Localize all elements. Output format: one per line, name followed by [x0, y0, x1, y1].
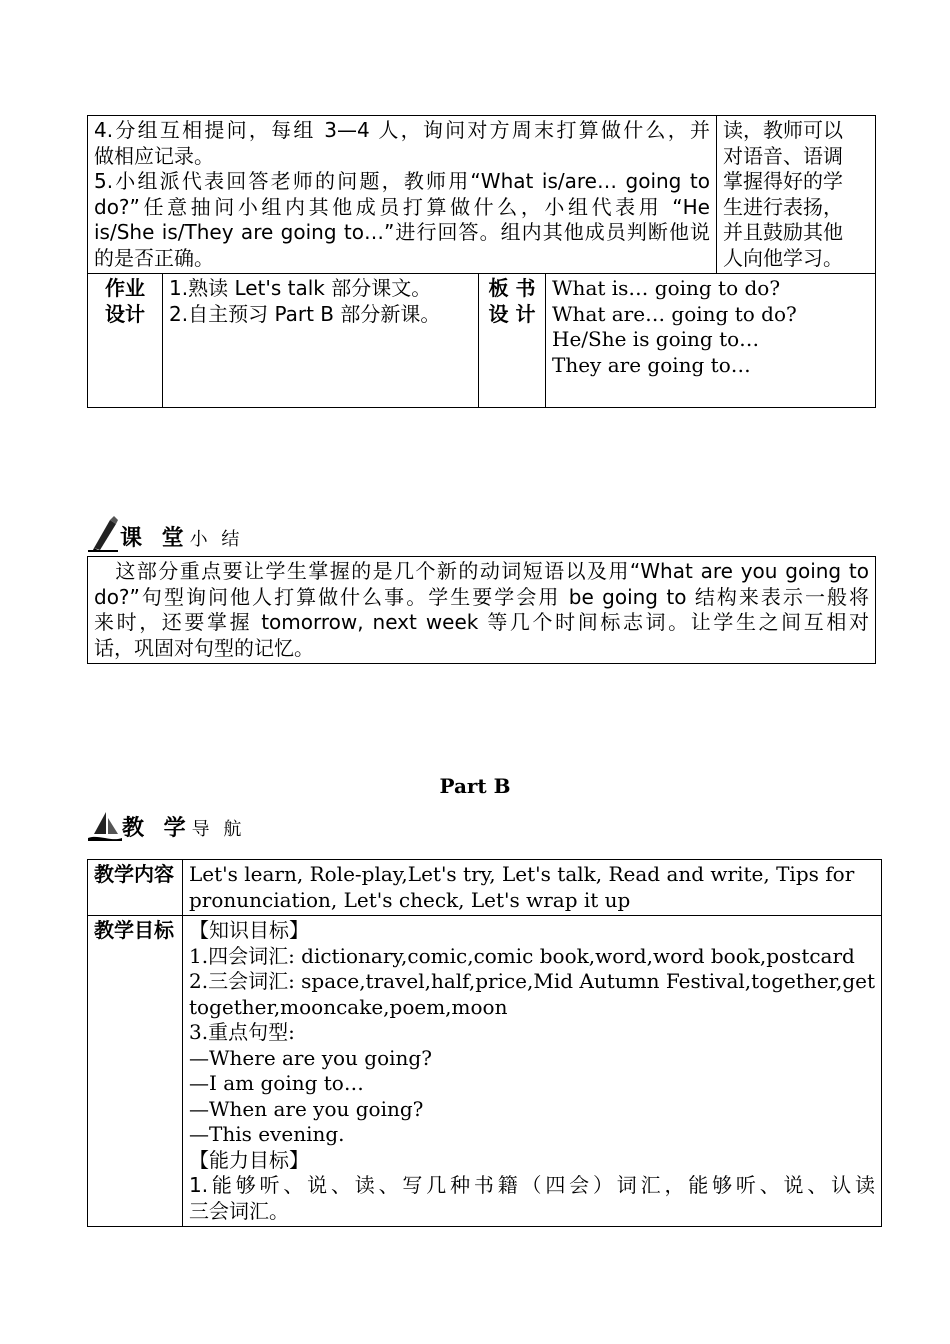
board-label-line: 板 书	[488, 276, 536, 300]
homework-label	[88, 274, 163, 408]
note-line: 人向他学习。	[723, 245, 843, 270]
note-line: 生进行表扬，	[723, 194, 843, 219]
board-content	[546, 274, 876, 408]
teacher-note-cell	[717, 116, 876, 274]
summary-header	[88, 512, 243, 552]
note-line: 掌握得好的学	[723, 169, 843, 193]
pen-icon	[88, 514, 120, 552]
homework-item: 1.熟读 Let's talk 部分课文。	[169, 276, 432, 300]
goal-line: 三会词汇。	[188, 1198, 289, 1223]
summary-line: do?”句型询问他人打算做什么事。学生要学会用 be going to 结构来表示一般将	[94, 584, 869, 609]
note-line: 并且鼓励其他	[723, 220, 843, 244]
process-line: is/She is/They are going to…”进行回答。组内其他成员判断他说	[94, 220, 710, 244]
goals-label: 教学目标	[88, 916, 183, 1227]
sailboat-icon	[88, 808, 122, 842]
process-line: 的是否正确。	[94, 245, 214, 270]
goal-line: 【能力目标】	[188, 1147, 309, 1172]
goal-line: 【知识目标】	[188, 918, 309, 942]
part-b-heading: Part B	[439, 774, 511, 798]
goal-line: —When are you going?	[188, 1096, 424, 1121]
note-line: 对语音、语调	[723, 143, 843, 168]
goal-line: 1.四会词汇: dictionary,comic,comic book,word,word book,postcard	[188, 943, 855, 968]
note-line: 读，教师可以	[723, 118, 843, 142]
goal-line: 1.能够听、说、读、写几种书籍（四会）词汇，能够听、说、认读	[188, 1173, 875, 1197]
content-line: Let's learn, Role-play,Let's try, Let's talk, Read and write, Tips for	[188, 862, 855, 886]
board-item: They are going to…	[552, 352, 751, 377]
nav-header	[88, 806, 245, 842]
nav-title-small: 导 航	[191, 819, 246, 840]
homework-content	[163, 274, 479, 408]
goals-cell	[182, 916, 881, 1227]
homework-label-line: 作业	[105, 276, 145, 300]
board-item: He/She is going to…	[552, 327, 760, 351]
process-line: 5.小组派代表回答老师的问题，教师用“What is/are… going to	[94, 169, 710, 193]
process-line: 做相应记录。	[94, 143, 214, 168]
lesson-plan-table	[87, 115, 876, 408]
homework-item: 2.自主预习 Part B 部分新课。	[169, 301, 441, 326]
summary-box	[87, 556, 876, 664]
board-label-line: 设 计	[488, 301, 536, 326]
content-label: 教学内容	[88, 860, 183, 916]
process-line: do?”任意抽问小组内其他成员打算做什么，小组代表用 “He	[94, 194, 710, 219]
goal-line: —This evening.	[188, 1122, 345, 1146]
homework-label-line: 设计	[105, 301, 145, 326]
summary-line: 这部分重点要让学生掌握的是几个新的动词短语以及用“What are you going to	[94, 559, 869, 583]
goal-line: —I am going to…	[188, 1071, 364, 1095]
summary-line: 话，巩固对句型的记忆。	[94, 635, 314, 660]
summary-text	[88, 557, 876, 664]
summary-title-small: 小 结	[189, 529, 244, 550]
board-item: What are… going to do?	[552, 301, 797, 326]
nav-title	[122, 811, 245, 842]
part-b-table	[87, 859, 882, 1227]
content-line: pronunciation, Let's check, Let's wrap it up	[188, 887, 631, 912]
nav-title-main: 教 学	[122, 816, 192, 841]
goal-line: 2.三会词汇: space,travel,half,price,Mid Autumn Festival,together,get	[188, 969, 875, 993]
process-cell	[88, 116, 717, 274]
process-line: 4.分组互相提问，每组 3—4 人，询问对方周末打算做什么，并	[94, 118, 710, 142]
goal-line: 3.重点句型:	[188, 1020, 295, 1044]
summary-title	[120, 521, 243, 552]
board-item: What is… going to do?	[552, 276, 781, 300]
content-cell	[182, 860, 881, 916]
board-label	[479, 274, 546, 408]
goal-line: —Where are you going?	[188, 1045, 432, 1070]
summary-line: 来时，还要掌握 tomorrow, next week 等几个时间标志词。让学生之间互相对	[94, 610, 869, 634]
goal-line: together,mooncake,poem,moon	[188, 994, 508, 1019]
summary-title-main: 课 堂	[120, 526, 190, 551]
